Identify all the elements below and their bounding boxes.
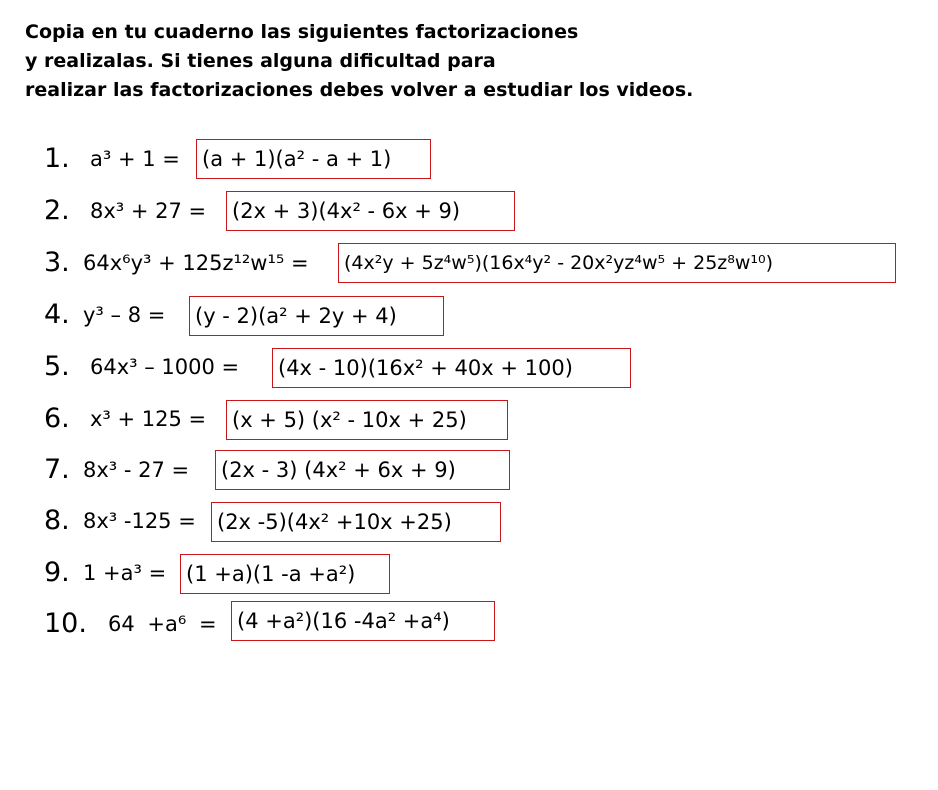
exercise-expression: 64x³ – 1000 = <box>90 355 240 379</box>
exercise-expression: 64 +a⁶ = <box>108 612 217 636</box>
exercise-expression: x³ + 125 = <box>90 407 207 431</box>
instructions-line-1: Copia en tu cuaderno las siguientes factorizaciones <box>25 21 579 43</box>
exercise-number: 2. <box>44 195 70 226</box>
answer-box: (4x²y + 5z⁴w⁵)(16x⁴y² - 20x²yz⁴w⁵ + 25z⁸w¹⁰) <box>338 243 896 283</box>
exercise-number: 7. <box>44 454 70 485</box>
answer-box: (1 +a)(1 -a +a²) <box>180 554 390 594</box>
exercise-number: 6. <box>44 403 70 434</box>
instructions-line-2: y realizalas. Si tienes alguna dificultad para <box>25 50 496 72</box>
exercise-number: 4. <box>44 299 70 330</box>
exercise-expression: 8x³ -125 = <box>83 509 196 533</box>
exercise-expression: 1 +a³ = <box>83 561 167 585</box>
exercise-number: 10. <box>44 608 87 639</box>
instructions-line-3: realizar las factorizaciones debes volver a estudiar los videos. <box>25 79 694 101</box>
answer-box: (2x -5)(4x² +10x +25) <box>211 502 501 542</box>
answer-box: (4x - 10)(16x² + 40x + 100) <box>272 348 631 388</box>
answer-box: (a + 1)(a² - a + 1) <box>196 139 431 179</box>
exercise-expression: 8x³ - 27 = <box>83 458 190 482</box>
exercise-number: 1. <box>44 143 70 174</box>
answer-box: (x + 5) (x² - 10x + 25) <box>226 400 508 440</box>
answer-box: (2x - 3) (4x² + 6x + 9) <box>215 450 510 490</box>
exercise-number: 9. <box>44 557 70 588</box>
exercise-expression: a³ + 1 = <box>90 147 180 171</box>
exercise-number: 5. <box>44 351 70 382</box>
answer-box: (y - 2)(a² + 2y + 4) <box>189 296 444 336</box>
exercise-expression: 64x⁶y³ + 125z¹²w¹⁵ = <box>83 251 309 275</box>
exercise-number: 8. <box>44 505 70 536</box>
exercise-expression: 8x³ + 27 = <box>90 199 207 223</box>
instructions <box>25 18 693 105</box>
answer-box: (2x + 3)(4x² - 6x + 9) <box>226 191 515 231</box>
exercise-expression: y³ – 8 = <box>83 303 166 327</box>
exercise-number: 3. <box>44 247 70 278</box>
answer-box: (4 +a²)(16 -4a² +a⁴) <box>231 601 495 641</box>
